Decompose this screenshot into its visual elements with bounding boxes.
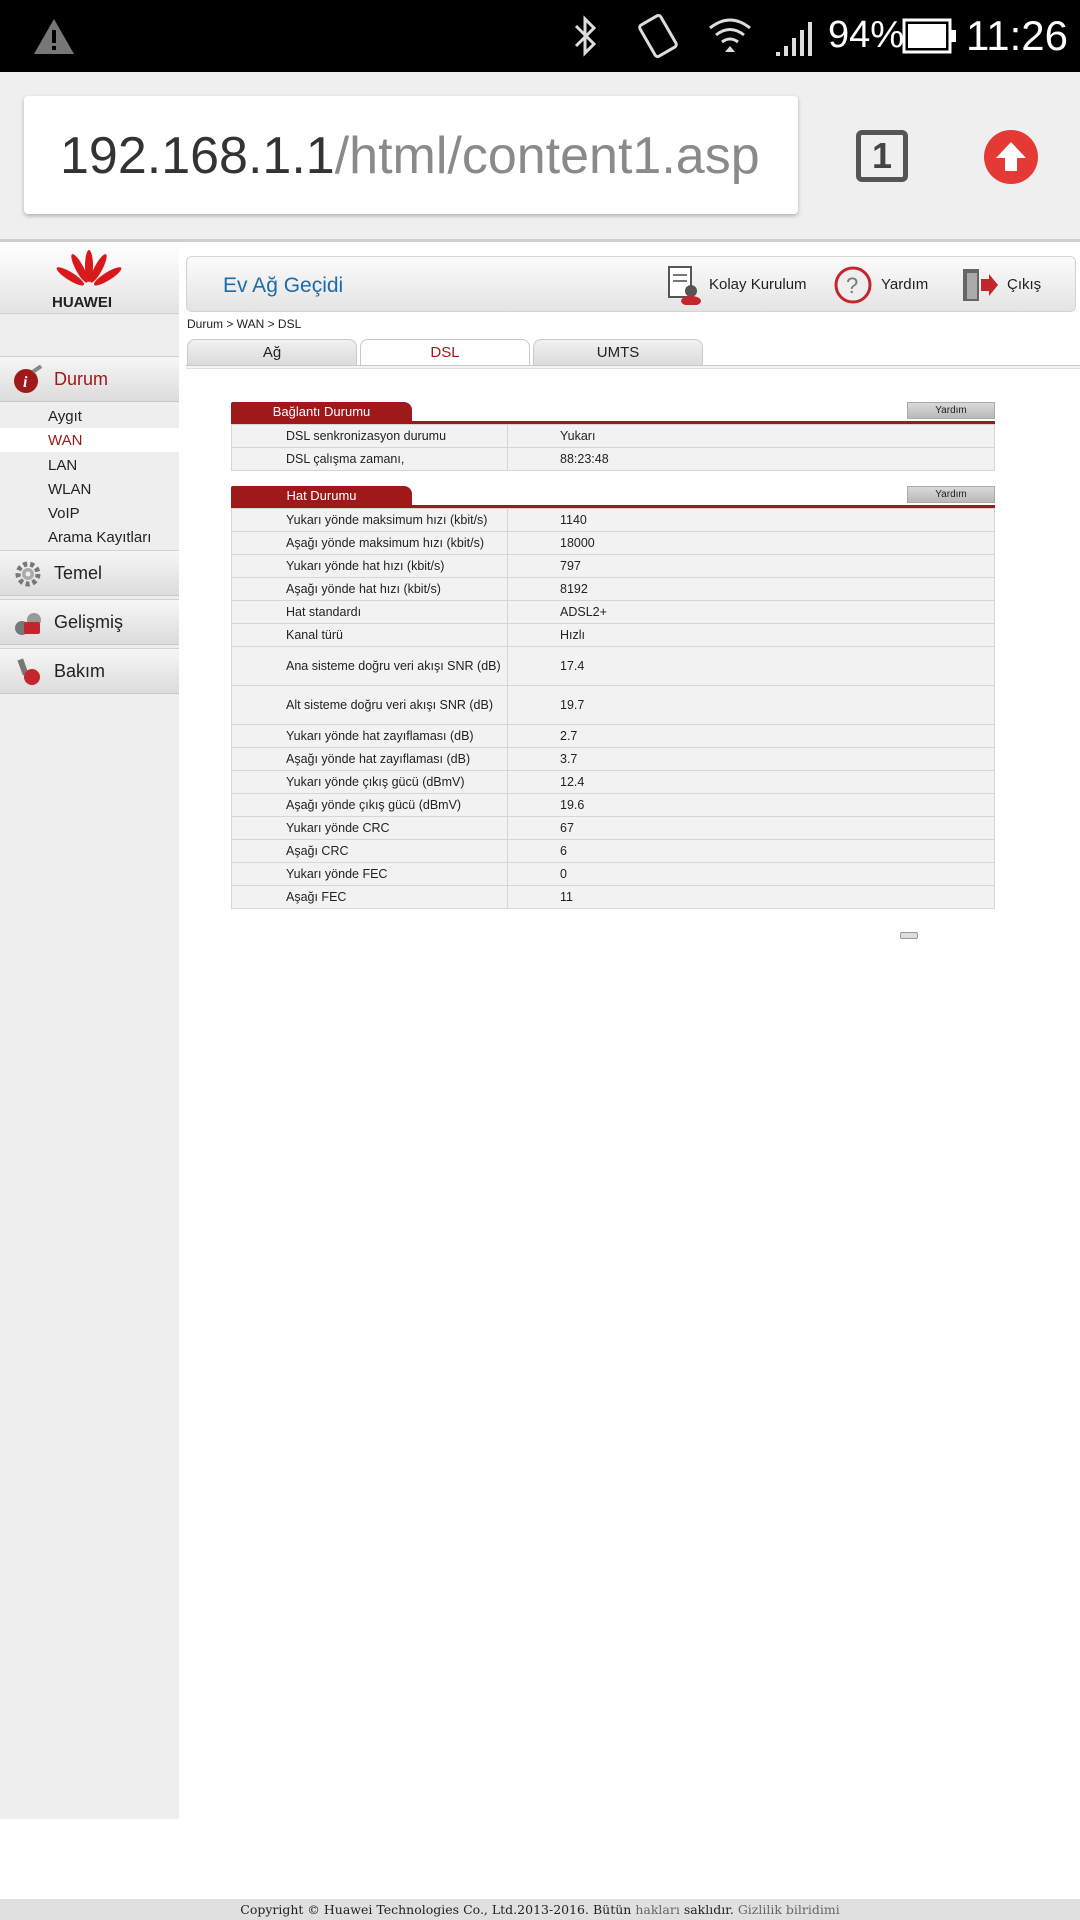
sidebar-subitem-aygit[interactable]: [0, 404, 179, 428]
section-header: [231, 402, 995, 424]
sidebar-subitem-label: Aygıt: [48, 408, 82, 425]
table-row: [232, 794, 995, 817]
help-label: Yardım: [881, 276, 929, 293]
line-status-section: [231, 486, 995, 909]
reserved-text: saklıdır.: [683, 1902, 734, 1917]
sidebar-subitem-label: WLAN: [48, 481, 92, 498]
sidebar-item-label: Durum: [54, 369, 109, 389]
sidebar-subitem-label: Arama Kayıtları: [48, 529, 152, 546]
sidebar-subitem-wan[interactable]: [0, 428, 179, 452]
table-row: [232, 863, 995, 886]
vibrate-icon: [632, 12, 684, 60]
sidebar-subitem-voip[interactable]: [0, 501, 179, 525]
svg-text:i: i: [23, 374, 28, 391]
table-row: [232, 509, 995, 532]
row-key: Hat standardı: [232, 601, 508, 624]
easy-setup-label: Kolay Kurulum: [709, 276, 807, 293]
row-value: 0: [508, 863, 995, 886]
privacy-link[interactable]: Gizlilik bilridimi: [737, 1902, 840, 1917]
row-value: 88:23:48: [508, 448, 995, 471]
row-value: 6: [508, 840, 995, 863]
row-value: 2.7: [508, 725, 995, 748]
url-path: /html/content1.asp: [334, 127, 760, 185]
table-row: [232, 624, 995, 647]
row-key: Yukarı yönde FEC: [232, 863, 508, 886]
table-row: [232, 601, 995, 624]
tab-underline: [186, 365, 1080, 369]
table-row: [232, 748, 995, 771]
sidebar-subitem-label: VoIP: [48, 505, 80, 522]
row-key: DSL çalışma zamanı,: [232, 448, 508, 471]
sidebar-item-durum[interactable]: [0, 356, 179, 402]
wifi-icon: [706, 12, 754, 60]
row-value: 18000: [508, 532, 995, 555]
sidebar-subitem-wlan[interactable]: [0, 477, 179, 501]
row-key: Alt sisteme doğru veri akışı SNR (dB): [232, 686, 508, 725]
table-row: [232, 578, 995, 601]
row-value: 3.7: [508, 748, 995, 771]
row-key: Yukarı yönde hat zayıflaması (dB): [232, 725, 508, 748]
table-row: [232, 840, 995, 863]
maintenance-icon: [12, 657, 44, 687]
sidebar-subitem-label: LAN: [48, 457, 78, 474]
page-title: Ev Ağ Geçidi: [223, 274, 344, 297]
tab-umts[interactable]: UMTS: [533, 339, 703, 367]
section-header: [231, 486, 995, 508]
row-value: 11: [508, 886, 995, 909]
row-key: Kanal türü: [232, 624, 508, 647]
row-value: 1140: [508, 509, 995, 532]
tab-ag[interactable]: Ağ: [187, 339, 357, 367]
easy-setup-icon: [665, 265, 705, 305]
connection-status-section: [231, 402, 995, 471]
row-key: Aşağı yönde çıkış gücü (dBmV): [232, 794, 508, 817]
table-row: [232, 448, 995, 471]
row-key: Aşağı FEC: [232, 886, 508, 909]
table-row: [232, 686, 995, 725]
row-key: Ana sisteme doğru veri akışı SNR (dB): [232, 647, 508, 686]
signal-icon: [774, 12, 814, 60]
row-value: Yukarı: [508, 425, 995, 448]
sidebar-subitem-lan[interactable]: [0, 453, 179, 477]
tab-dsl[interactable]: DSL: [360, 339, 530, 367]
row-value: Hızlı: [508, 624, 995, 647]
status-bar: [0, 0, 1080, 72]
footer: [0, 1899, 1080, 1920]
huawei-logo: [0, 244, 179, 314]
sidebar-subitem-call-log[interactable]: [0, 525, 179, 549]
help-icon: [833, 265, 873, 305]
table-row: [232, 647, 995, 686]
table-row: [232, 771, 995, 794]
upload-button[interactable]: [984, 130, 1038, 184]
rights-link[interactable]: hakları: [635, 1902, 680, 1917]
line-status-table: [231, 508, 995, 909]
table-row: [232, 555, 995, 578]
tools-icon: [12, 608, 44, 638]
url-text[interactable]: [60, 126, 760, 186]
battery-icon: [902, 12, 958, 60]
section-help-button[interactable]: Yardım: [907, 402, 995, 419]
tab-switcher-button[interactable]: 1: [856, 130, 908, 182]
row-value: 67: [508, 817, 995, 840]
gear-icon: [12, 559, 44, 589]
row-key: Aşağı CRC: [232, 840, 508, 863]
sidebar-item-label: Temel: [54, 563, 103, 583]
row-value: 12.4: [508, 771, 995, 794]
table-row: [232, 817, 995, 840]
row-key: Yukarı yönde CRC: [232, 817, 508, 840]
row-key: DSL senkronizasyon durumu: [232, 425, 508, 448]
bluetooth-icon: [570, 12, 600, 60]
small-button[interactable]: [900, 932, 918, 939]
row-key: Aşağı yönde hat zayıflaması (dB): [232, 748, 508, 771]
exit-door-icon: [959, 265, 999, 305]
row-value: ADSL2+: [508, 601, 995, 624]
row-key: Aşağı yönde maksimum hızı (kbit/s): [232, 532, 508, 555]
table-row: [232, 425, 995, 448]
browser-toolbar: [0, 72, 1080, 242]
copyright-text: Copyright © Huawei Technologies Co., Ltd.2013-2016. Bütün: [240, 1902, 632, 1917]
row-value: 797: [508, 555, 995, 578]
help-button[interactable]: [833, 265, 943, 305]
row-key: Yukarı yönde çıkış gücü (dBmV): [232, 771, 508, 794]
url-host: 192.168.1.1: [60, 127, 335, 185]
row-value: 8192: [508, 578, 995, 601]
section-title: Hat Durumu: [231, 486, 412, 505]
sidebar-item-bakim[interactable]: [0, 648, 179, 694]
svg-text:?: ?: [846, 273, 859, 298]
breadcrumb: Durum > WAN > DSL: [187, 317, 302, 331]
easy-setup-button[interactable]: [665, 265, 815, 305]
sidebar-item-label: Gelişmiş: [54, 612, 124, 632]
url-bar[interactable]: [24, 96, 798, 214]
table-row: [232, 886, 995, 909]
table-row: [232, 532, 995, 555]
tab-bar: [186, 339, 1080, 367]
logout-button[interactable]: [959, 265, 1049, 305]
connection-status-table: [231, 424, 995, 471]
warning-icon: [32, 16, 76, 56]
row-key: Yukarı yönde hat hızı (kbit/s): [232, 555, 508, 578]
sidebar-item-gelismis[interactable]: [0, 599, 179, 645]
logo-text: HUAWEI: [52, 294, 112, 311]
section-title: Bağlantı Durumu: [231, 402, 412, 421]
sidebar-item-label: Bakım: [54, 661, 106, 681]
row-key: Yukarı yönde maksimum hızı (kbit/s): [232, 509, 508, 532]
sidebar-item-temel[interactable]: [0, 550, 179, 596]
table-row: [232, 725, 995, 748]
page-header: [186, 256, 1076, 312]
logout-label: Çıkış: [1007, 276, 1042, 293]
huawei-petals-icon: [54, 248, 124, 294]
arrow-up-icon: [984, 130, 1038, 184]
section-help-button[interactable]: Yardım: [907, 486, 995, 503]
clock: 11:26: [966, 12, 1068, 59]
sidebar: [0, 244, 179, 1819]
row-value: 19.7: [508, 686, 995, 725]
row-value: 17.4: [508, 647, 995, 686]
row-value: 19.6: [508, 794, 995, 817]
info-icon: [12, 365, 44, 395]
sidebar-subitem-label: WAN: [48, 432, 83, 449]
battery-percent: 94%: [828, 14, 905, 56]
row-key: Aşağı yönde hat hızı (kbit/s): [232, 578, 508, 601]
